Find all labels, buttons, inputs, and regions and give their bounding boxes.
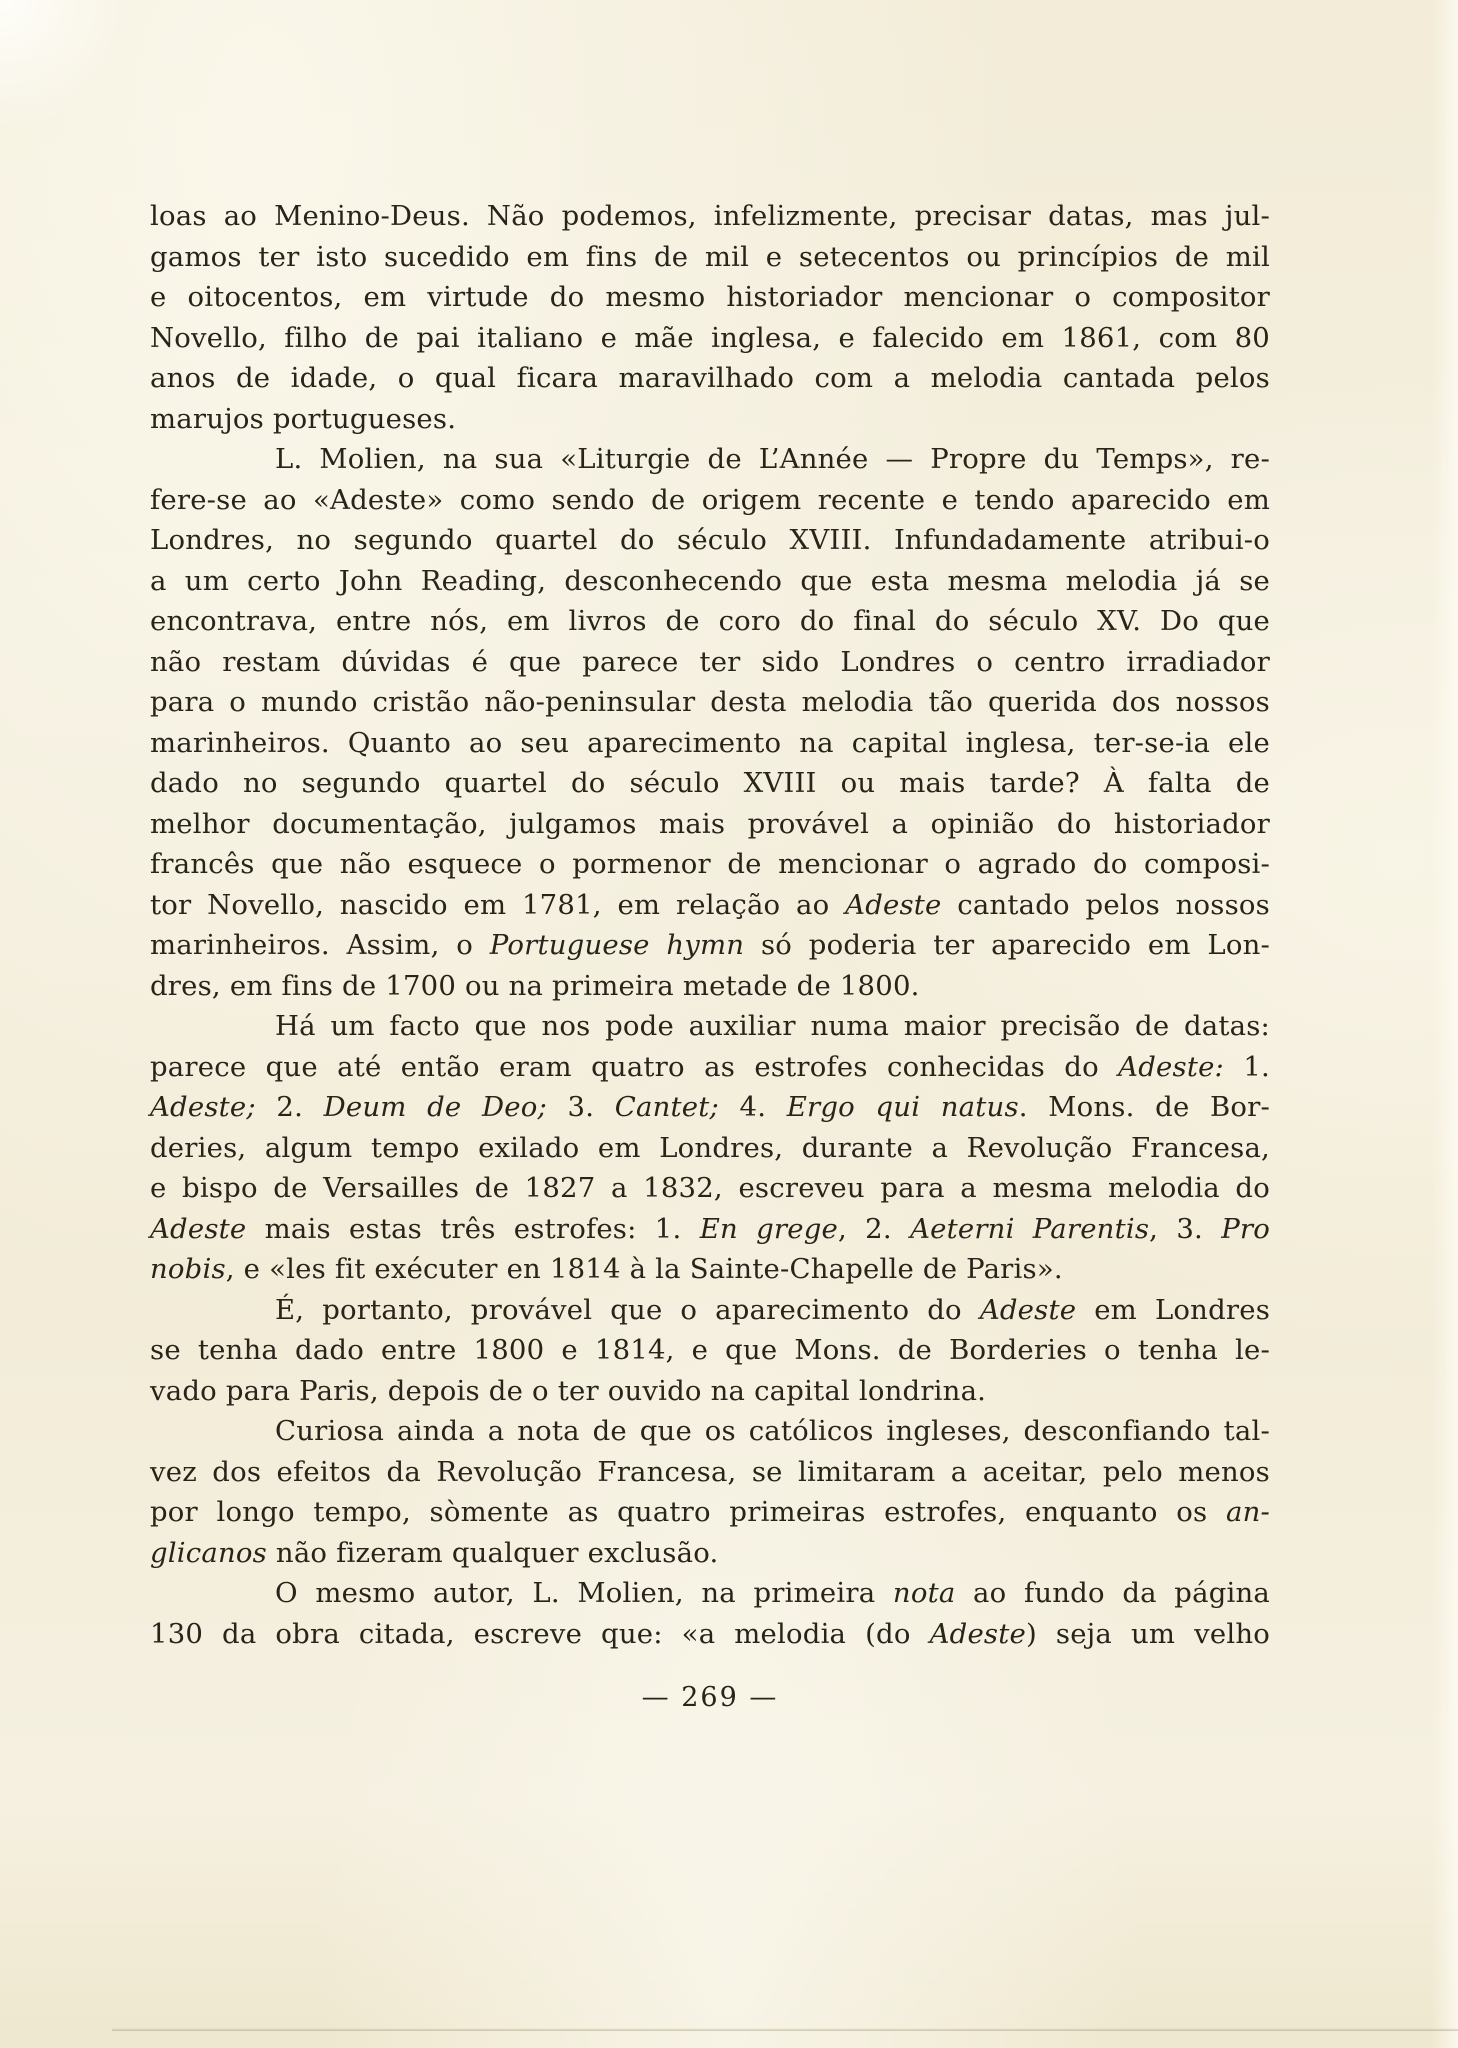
- text-segment: loas ao Menino-Deus. Não podemos, infelizmente, precisar datas, mas jul-: [150, 200, 1270, 232]
- italic-text-segment: Pro: [1221, 1212, 1271, 1245]
- text-line: [150, 1168, 1270, 1209]
- text-segment: 130 da obra citada, escreve que: «a melodia (do: [150, 1617, 930, 1650]
- text-line: [150, 1614, 1270, 1655]
- text-segment: não restam dúvidas é que parece ter sido Londres o centro irradiador: [150, 645, 1270, 678]
- paragraph: [150, 1006, 1270, 1290]
- text-segment: 1.: [1224, 1050, 1270, 1083]
- text-segment: dado no segundo quartel do século XVIII ou mais tarde? À falta de: [150, 767, 1270, 799]
- italic-text-segment: Adeste: [845, 888, 942, 921]
- text-segment: encontrava, entre nós, em livros de coro do final do século XV. Do que: [150, 605, 1270, 637]
- text-segment: . Mons. de Bor-: [1018, 1091, 1270, 1123]
- text-line: [150, 1290, 1270, 1331]
- italic-text-segment: an-: [1226, 1496, 1270, 1528]
- text-line: [150, 1573, 1270, 1614]
- text-segment: vado para Paris, depois de o ter ouvido na capital londrina.: [150, 1374, 987, 1407]
- page-number: — 269 —: [641, 1682, 779, 1713]
- text-segment: a um certo John Reading, desconhecendo que esta mesma melodia já se: [150, 564, 1270, 597]
- text-line: [150, 237, 1270, 278]
- text-line: [150, 277, 1270, 318]
- text-segment: 2.: [255, 1091, 324, 1123]
- text-line: [150, 1330, 1270, 1371]
- text-segment: marujos portugueses.: [150, 402, 457, 435]
- text-line: [150, 1087, 1270, 1128]
- text-segment: só poderia ter aparecido em Lon-: [744, 929, 1270, 961]
- text-line: [150, 1411, 1270, 1452]
- text-line: [150, 1128, 1270, 1169]
- text-line: [150, 196, 1270, 237]
- text-segment: anos de idade, o qual ficara maravilhado com a melodia cantada pelos: [150, 362, 1270, 394]
- text-line: [150, 318, 1270, 359]
- text-segment: tor Novello, nascido em 1781, em relação ao: [150, 888, 846, 921]
- text-line: [150, 763, 1270, 804]
- italic-text-segment: Adeste: [929, 1617, 1026, 1650]
- text-line: [150, 844, 1270, 885]
- text-segment: Novello, filho de pai italiano e mãe inglesa, e falecido em 1861, com 80: [150, 321, 1270, 354]
- text-segment: e oitocentos, em virtude do mesmo historiador mencionar o compositor: [150, 281, 1270, 313]
- italic-text-segment: nobis: [150, 1253, 226, 1285]
- text-segment: , e «les fit exécuter en 1814 à la Sainte-Chapelle de Paris».: [225, 1253, 1063, 1285]
- paragraph: [150, 1573, 1270, 1654]
- paragraph: [150, 196, 1270, 439]
- text-segment: não fizeram qualquer exclusão.: [266, 1536, 719, 1569]
- text-line: [150, 1006, 1270, 1047]
- italic-text-segment: Adeste:: [1118, 1050, 1225, 1083]
- text-segment: para o mundo cristão não-peninsular desta melodia tão querida dos nossos: [150, 686, 1270, 718]
- text-segment: Há um facto que nos pode auxiliar numa maior precisão de datas:: [275, 1010, 1270, 1042]
- italic-text-segment: Adeste: [150, 1212, 247, 1245]
- text-line: [150, 1492, 1270, 1533]
- italic-text-segment: Ergo qui natus: [786, 1091, 1019, 1123]
- italic-text-segment: Aeterni Parentis: [910, 1212, 1150, 1245]
- text-line: [150, 1371, 1270, 1412]
- italic-text-segment: Adeste: [979, 1293, 1077, 1326]
- text-segment: melhor documentação, julgamos mais provável a opinião do historiador: [150, 807, 1270, 840]
- italic-text-segment: nota: [892, 1577, 956, 1609]
- text-segment: deries, algum tempo exilado em Londres, durante a Revolução Francesa,: [150, 1131, 1270, 1164]
- text-segment: 3.: [546, 1091, 615, 1123]
- text-segment: francês que não esquece o pormenor de mencionar o agrado do composi-: [150, 848, 1270, 880]
- text-segment: gamos ter isto sucedido em fins de mil e setecentos ou princípios de mil: [150, 240, 1270, 273]
- text-segment: por longo tempo, sòmente as quatro primeiras estrofes, enquanto os: [150, 1496, 1226, 1528]
- paper-edge-highlight: [1432, 0, 1458, 2048]
- text-line: [150, 561, 1270, 602]
- text-line: [150, 1249, 1270, 1290]
- text-segment: , 2.: [838, 1212, 911, 1245]
- text-segment: Londres, no segundo quartel do século XVIII. Infundadamente atribui-o: [150, 524, 1270, 556]
- text-segment: dres, em fins de 1700 ou na primeira metade de 1800.: [150, 969, 920, 1002]
- text-line: [150, 642, 1270, 683]
- text-segment: parece que até então eram quatro as estrofes conhecidas do: [150, 1050, 1119, 1083]
- paragraph: [150, 1290, 1270, 1412]
- text-line: [150, 439, 1270, 480]
- text-line: [150, 480, 1270, 521]
- text-segment: se tenha dado entre 1800 e 1814, e que Mons. de Borderies o tenha le-: [150, 1334, 1270, 1366]
- text-segment: e bispo de Versailles de 1827 a 1832, escreveu para a mesma melodia do: [150, 1172, 1270, 1204]
- text-segment: L. Molien, na sua «Liturgie de L’Année — Propre du Temps», re-: [275, 443, 1270, 475]
- text-line: [150, 966, 1270, 1007]
- text-block: [150, 196, 1270, 1654]
- text-segment: 4.: [718, 1091, 787, 1123]
- text-segment: fere-se ao «Adeste» como sendo de origem recente e tendo aparecido em: [150, 483, 1270, 516]
- text-line: [150, 358, 1270, 399]
- text-line: [150, 723, 1270, 764]
- text-line: [150, 682, 1270, 723]
- italic-text-segment: glicanos: [150, 1536, 267, 1569]
- text-segment: marinheiros. Quanto ao seu aparecimento na capital inglesa, ter-se-ia ele: [150, 726, 1270, 759]
- text-line: [150, 1533, 1270, 1574]
- scan-edge-strip: [112, 2031, 1458, 2048]
- text-line: [150, 601, 1270, 642]
- italic-text-segment: Portuguese hymn: [489, 929, 745, 961]
- text-line: [150, 1209, 1270, 1250]
- text-segment: vez dos efeitos da Revolução Francesa, se limitaram a aceitar, pelo menos: [150, 1455, 1270, 1488]
- text-segment: mais estas três estrofes: 1.: [246, 1212, 700, 1245]
- text-segment: ao fundo da página: [955, 1577, 1271, 1609]
- italic-text-segment: Deum de Deo;: [323, 1091, 547, 1123]
- text-segment: , 3.: [1149, 1212, 1222, 1245]
- italic-text-segment: En grege: [699, 1212, 839, 1245]
- text-segment: O mesmo autor, L. Molien, na primeira: [275, 1577, 893, 1609]
- text-line: [150, 1452, 1270, 1493]
- text-segment: marinheiros. Assim, o: [150, 929, 490, 961]
- italic-text-segment: Adeste;: [150, 1091, 256, 1123]
- text-line: [150, 399, 1270, 440]
- text-line: [150, 520, 1270, 561]
- text-segment: Curiosa ainda a nota de que os católicos ingleses, desconfiando tal-: [275, 1415, 1270, 1447]
- text-line: [150, 885, 1270, 926]
- paragraph: [150, 439, 1270, 1006]
- text-segment: cantado pelos nossos: [941, 888, 1270, 921]
- text-line: [150, 1047, 1270, 1088]
- italic-text-segment: Cantet;: [614, 1091, 719, 1123]
- text-segment: É, portanto, provável que o aparecimento do: [275, 1293, 980, 1326]
- text-line: [150, 804, 1270, 845]
- text-line: [150, 925, 1270, 966]
- text-segment: em Londres: [1076, 1293, 1271, 1326]
- paragraph: [150, 1411, 1270, 1573]
- text-segment: ) seja um velho: [1025, 1617, 1270, 1650]
